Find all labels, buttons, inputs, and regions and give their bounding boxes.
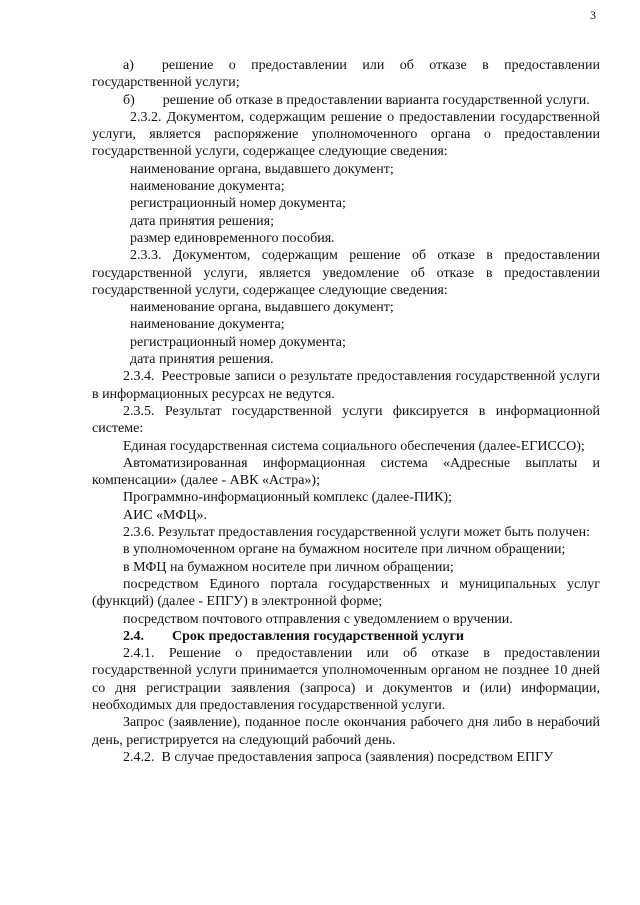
paragraph: 2.3.5. Результат государственной услуги фиксируется в информационной системе: [92, 403, 600, 437]
section-heading: 2.4. Срок предоставления государственной услуги [123, 628, 464, 644]
paragraph: а) решение о предоставлении или об отказе в предоставлении государственной услуги; [92, 58, 600, 91]
paragraph: Запрос (заявление), поданное после окончания рабочего дня либо в нерабочий день, регистрируется на следующий рабочий день. [92, 715, 600, 748]
paragraph: АИС «МФЦ». [123, 507, 207, 523]
list-item: регистрационный номер документа; [130, 196, 346, 212]
paragraph: 2.3.4. Реестровые записи о результате предоставления государственной услуги в информационных ресурсах не ведутся. [92, 369, 600, 402]
document-body [92, 57, 600, 766]
paragraph: Единая государственная система социального обеспечения (далее-ЕГИССО); [123, 438, 585, 454]
paragraph: в уполномоченном органе на бумажном носителе при личном обращении; [123, 542, 566, 558]
paragraph: б) решение об отказе в предоставлении варианта государственной услуги. [123, 92, 590, 108]
paragraph: посредством Единого портала государственных и муниципальных услуг (функций) (далее - ЕПГУ) в электронной форме; [92, 576, 600, 610]
list-item: размер единовременного пособия. [130, 230, 335, 246]
paragraph: 2.3.2. Документом, содержащим решение о предоставлении государственной услуги, является распоряжение уполномоченного органа о предоставлении государственной услуги, содержащее следующие сведения: [92, 109, 600, 160]
list-item: наименование органа, выдавшего документ; [130, 300, 394, 316]
paragraph: Автоматизированная информационная система «Адресные выплаты и компенсации» (далее - АВК «Астра»); [92, 455, 600, 489]
list-item: дата принятия решения. [130, 352, 274, 368]
paragraph: в МФЦ на бумажном носителе при личном обращении; [123, 559, 454, 575]
paragraph: посредством почтового отправления с уведомлением о вручении. [123, 611, 513, 627]
list-item: наименование органа, выдавшего документ; [130, 161, 394, 177]
page-number: 3 [590, 8, 596, 22]
paragraph: 2.4.1. Решение о предоставлении или об отказе в предоставлении государственной услуги принимается уполномоченным органом не позднее 10 дней со дня регистрации заявления (запроса) и документов и (или) информации, необходимых для предоставления государственной услуги. [92, 646, 600, 713]
list-item: дата принятия решения; [130, 213, 274, 229]
paragraph: Программно-информационный комплекс (далее-ПИК); [123, 490, 452, 506]
list-item: регистрационный номер документа; [130, 334, 346, 350]
list-item: наименование документа; [130, 179, 285, 195]
list-item: наименование документа; [130, 317, 285, 333]
paragraph: 2.3.3. Документом, содержащим решение об отказе в предоставлении государственной услуги, является уведомление об отказе в предоставлении государственной услуги, содержащее следующие сведения: [92, 248, 600, 298]
paragraph: 2.3.6. Результат предоставления государственной услуги может быть получен: [123, 525, 590, 541]
paragraph: 2.4.2. В случае предоставления запроса (заявления) посредством ЕПГУ [123, 749, 554, 765]
